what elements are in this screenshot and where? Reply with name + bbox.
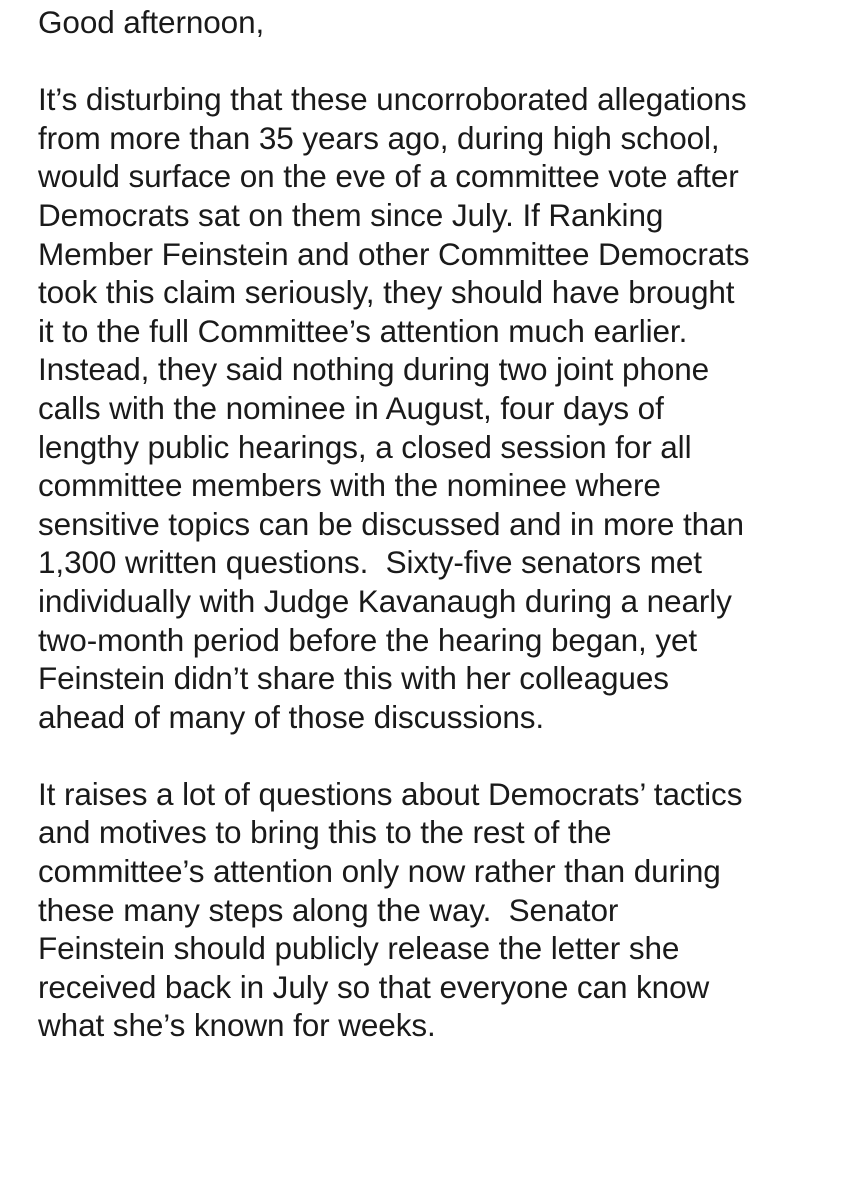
paragraph-2-line: committee’s attention only now rather than during [38, 853, 721, 890]
paragraph-1-line: from more than 35 years ago, during high school, [38, 119, 720, 156]
paragraph-2 [38, 775, 838, 1045]
paragraph-2-line: received back in July so that everyone can know [38, 968, 710, 1005]
paragraph-1-line: committee members with the nominee where [38, 467, 661, 504]
paragraph-1-line: Member Feinstein and other Committee Democrats [38, 235, 750, 272]
paragraph-2-line: and motives to bring this to the rest of the [38, 814, 612, 851]
paragraph-spacer [38, 42, 838, 81]
paragraph-1-line: Instead, they said nothing during two joint phone [38, 351, 710, 388]
paragraph-1-line: It’s disturbing that these uncorroborated allegations [38, 81, 747, 118]
statement-document [38, 0, 838, 1045]
paragraph-1-line: two-month period before the hearing began, yet [38, 621, 698, 658]
paragraph-1-line: would surface on the eve of a committee vote after [38, 158, 739, 195]
paragraph-1-line: sensitive topics can be discussed and in more than [38, 505, 744, 542]
paragraph-2-line: what she’s known for weeks. [38, 1007, 436, 1044]
paragraph-1-line: 1,300 written questions. Sixty-five senators met [38, 544, 702, 581]
paragraph-1-line: Feinstein didn’t share this with her colleagues [38, 660, 669, 697]
paragraph-1-line: calls with the nominee in August, four days of [38, 389, 664, 426]
paragraph-1-line: lengthy public hearings, a closed session for all [38, 428, 692, 465]
paragraph-2-line: It raises a lot of questions about Democrats’ tactics [38, 775, 743, 812]
paragraph-1-line: ahead of many of those discussions. [38, 698, 545, 735]
greeting-line: Good afternoon, [38, 4, 265, 40]
paragraph-2-line: Feinstein should publicly release the letter she [38, 930, 680, 967]
paragraph-1-line: it to the full Committee’s attention much earlier. [38, 312, 688, 349]
paragraph-1-line: took this claim seriously, they should have brought [38, 274, 735, 311]
paragraph-2-line: these many steps along the way. Senator [38, 891, 619, 928]
paragraph-1-line: Democrats sat on them since July. If Ranking [38, 196, 664, 233]
paragraph-1 [38, 80, 838, 736]
paragraph-spacer [38, 736, 838, 775]
paragraph-1-line: individually with Judge Kavanaugh during a nearly [38, 582, 732, 619]
